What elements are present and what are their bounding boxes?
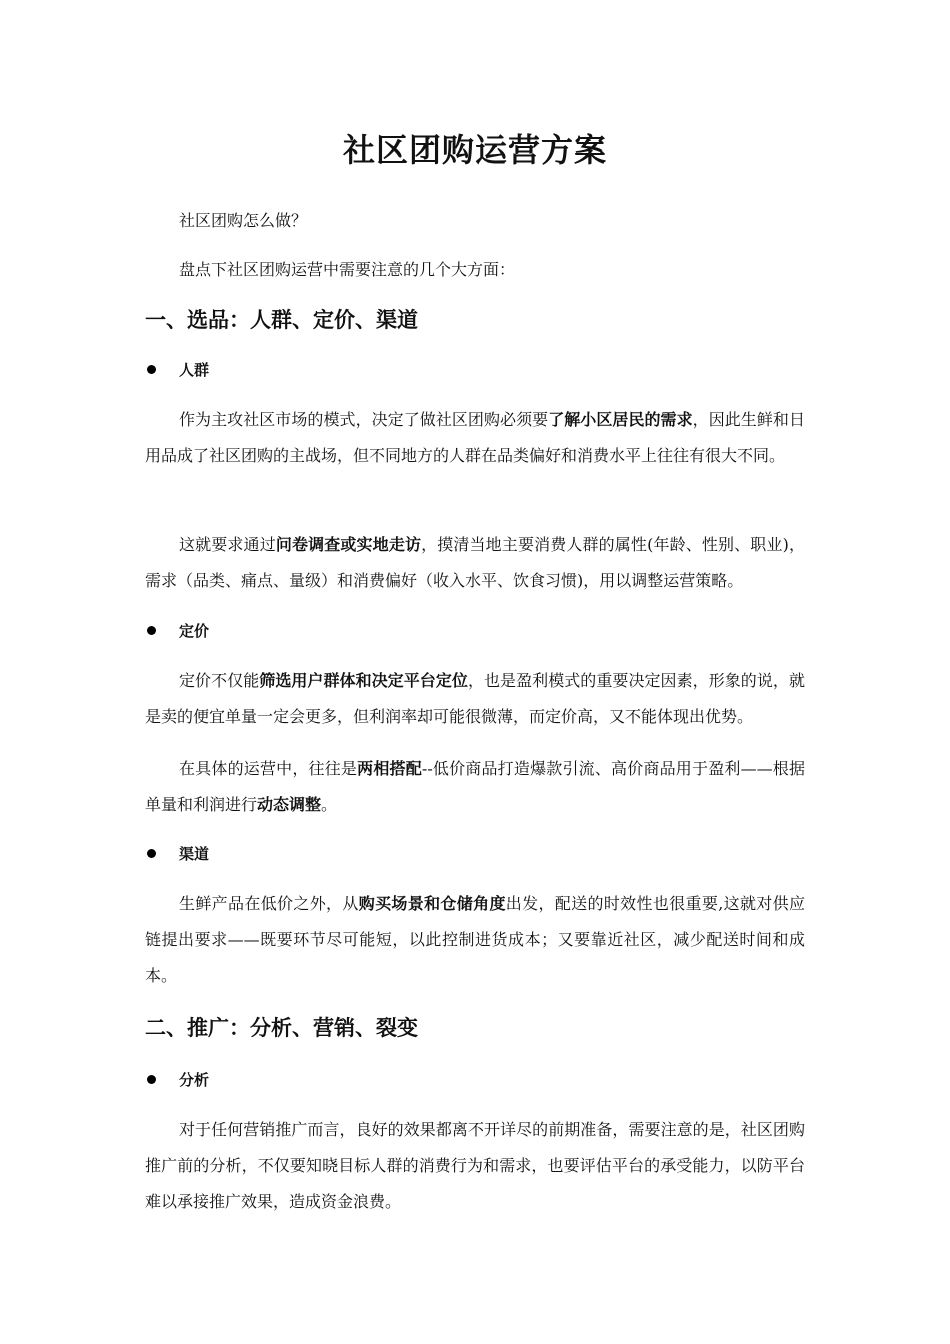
bullet-label: 渠道 — [179, 845, 210, 863]
emphasis: 问卷调查或实地走访 — [275, 535, 422, 554]
bullet-crowd — [145, 355, 805, 385]
bullet-dot-icon — [147, 1075, 156, 1084]
emphasis: 筛选用户群体和决定平台定位 — [259, 671, 468, 690]
paragraph: 生鲜产品在低价之外，从购买场景和仓储角度出发，配送的时效性也很重要,这就对供应链提出要求——既要环节尽可能短，以此控制进货成本；又要靠近社区，减少配送时间和成本。 — [145, 894, 805, 985]
bullet-pricing — [145, 616, 805, 646]
bullet-analysis — [145, 1065, 805, 1095]
document-title: 社区团购运营方案 — [342, 131, 607, 169]
bullet-channel — [145, 839, 805, 869]
emphasis: 购买场景和仓储角度 — [358, 894, 506, 913]
bullet-label: 人群 — [179, 361, 210, 379]
intro-question: 社区团购怎么做？ — [179, 211, 308, 230]
paragraph: 定价不仅能筛选用户群体和决定平台定位，也是盈利模式的重要决定因素，形象的说，就是卖的便宜单量一定会更多，但利润率却可能很微薄，而定价高，又不能体现出优势。 — [145, 671, 805, 726]
bullet-dot-icon — [147, 365, 156, 374]
paragraph: 在具体的运营中，往往是两相搭配--低价商品打造爆款引流、高价商品用于盈利——根据单量和利润进行动态调整。 — [145, 759, 805, 814]
paragraph: 对于任何营销推广而言，良好的效果都离不开详尽的前期准备，需要注意的是，社区团购推广前的分析，不仅要知晓目标人群的消费行为和需求，也要评估平台的承受能力，以防平台难以承接推广效果，造成资金浪费。 — [145, 1120, 805, 1211]
bullet-dot-icon — [147, 626, 156, 635]
emphasis: 动态调整 — [257, 795, 322, 814]
paragraph: 作为主攻社区市场的模式，决定了做社区团购必须要了解小区居民的需求，因此生鲜和日用品成了社区团购的主战场，但不同地方的人群在品类偏好和消费水平上往往有很大不同。 — [145, 410, 805, 465]
bullet-dot-icon — [147, 849, 156, 858]
intro-overview: 盘点下社区团购运营中需要注意的几个大方面： — [179, 260, 516, 279]
section1-heading: 一、选品：人群、定价、渠道 — [145, 308, 418, 332]
section2-heading: 二、推广：分析、营销、裂变 — [145, 1016, 418, 1040]
bullet-label: 分析 — [179, 1071, 210, 1089]
bullet-label: 定价 — [179, 622, 210, 640]
emphasis: 了解小区居民的需求 — [548, 410, 693, 429]
emphasis: 两相搭配 — [357, 759, 422, 778]
paragraph: 这就要求通过问卷调查或实地走访，摸清当地主要消费人群的属性(年龄、性别、职业)，需求（品类、痛点、量级）和消费偏好（收入水平、饮食习惯)，用以调整运营策略。 — [145, 535, 805, 590]
